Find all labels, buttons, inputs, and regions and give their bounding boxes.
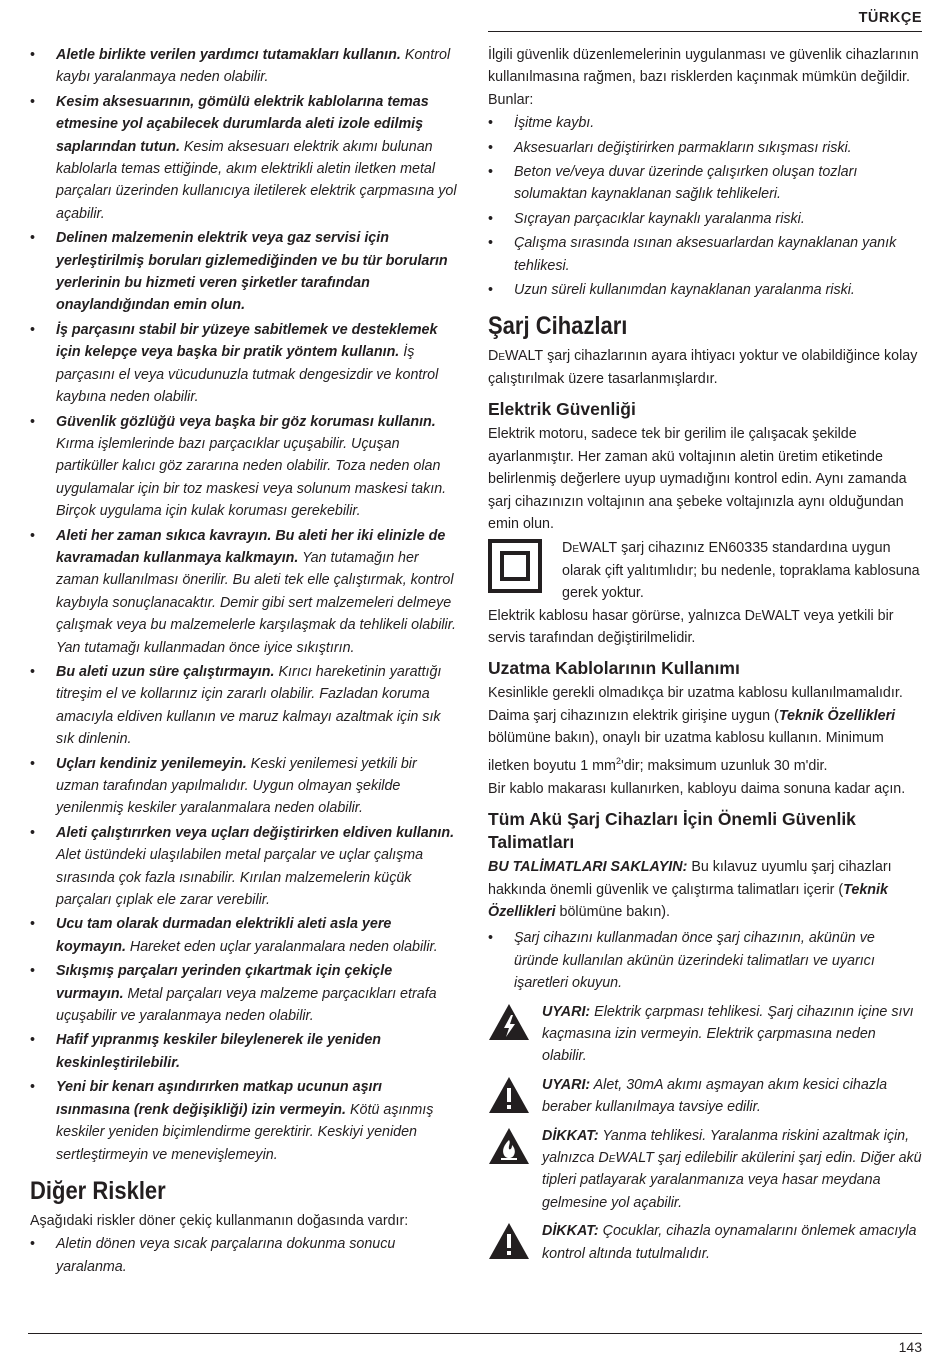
electrical-safety-heading: Elektrik Güvenliği — [488, 399, 636, 420]
bullet-dot: • — [488, 139, 494, 156]
right-column — [488, 44, 923, 1265]
bullet-dot: • — [30, 916, 36, 933]
bullet-dot: • — [488, 210, 494, 227]
list-item-bold: Delinen malzemenin elektrik veya gaz servisi için yerleştirilmiş boruları gizlemediğinden ve bu tür boruların yerlerinin bu hizmeti veren şirketler tarafından onaylandığından emin olun. — [56, 230, 448, 314]
list-item-text: Beton ve/veya duvar üzerinde çalışırken oluşan tozları solumaktan kaynaklanan sağlık tehlikeleri. — [514, 164, 858, 203]
double-insulation-note — [488, 537, 923, 604]
list-item — [488, 208, 923, 230]
brand-rest: eWALT — [498, 348, 544, 365]
bullet-dot: • — [488, 282, 494, 299]
list-item-text: Kırma işlemlerinde bazı parçacıklar uçuşabilir. Uçuşan partiküller kalıcı göz zararına neden olabilir. Toza neden olan uygulamalar için bir toz maskesi veya solunum maskesi takın. Birçok uygulama için kulak koruması gerekebilir. — [56, 435, 447, 520]
list-item — [488, 137, 923, 159]
save-instructions-text: BU TALİMATLARI SAKLAYIN: Bu kılavuz uyumlu şarj cihazları hakkında önemli güvenlik ve çalıştırma talimatları içerir (Teknik Özellikleri bölümüne bakın). — [488, 859, 892, 920]
important-instructions-heading: Tüm Akü Şarj Cihazları İçin Önemli Güvenlik Talimatları — [488, 809, 856, 853]
brand-d: D — [488, 348, 499, 365]
other-risks-intro: Aşağıdaki riskler döner çekiç kullanmanın doğasında vardır: — [30, 1212, 409, 1229]
list-item-bold: Yeni bir kenarı aşındırırken matkap ucunun aşırı ısınmasına (renk değişikliği) izin vermeyin. — [56, 1079, 383, 1118]
other-risks-list — [30, 1233, 458, 1278]
bullet-dot: • — [30, 1032, 36, 1049]
electrical-safety-text: Elektrik motoru, sadece tek bir gerilim ile çalışacak şekilde ayarlanmıştır. Her zaman akü voltajının aletin üretim etiketinde belirlenmiş değerlere uyup uymadığını kontrol edin. Aynı zamanda şarj cihazınızın voltajının ana şebeke voltajınızla aynı olduğundan emin olun. — [488, 426, 907, 532]
warning-electric: UYARI: Elektrik çarpması tehlikesi. Şarj cihazının içine sıvı kaçmasına izin vermeyin. Elektrik çarpmasına neden olabilir. — [488, 1001, 923, 1068]
list-item — [30, 91, 458, 225]
list-item — [30, 227, 458, 317]
bullet-dot: • — [30, 47, 36, 63]
list-item-text: Hareket eden uçlar yaralanmalara neden olabilir. — [125, 938, 438, 955]
page-number: 143 — [898, 1339, 922, 1355]
bullet-dot: • — [30, 963, 36, 980]
bullet-dot: • — [30, 527, 36, 544]
bullet-dot: • — [30, 755, 36, 772]
list-item-text: Kesim aksesuarı elektrik akımı bulunan kablolarla temas ettiğinde, akım elektrikli aletin iletken metal parçaları üzerinden kullanıcıya iletilerek elektrik çarpmasına yol açabilir. — [56, 138, 457, 222]
bullet-dot: • — [30, 93, 36, 110]
bullet-dot: • — [30, 1079, 36, 1096]
bullet-dot: • — [30, 663, 36, 680]
list-item — [30, 661, 458, 751]
list-item-text: Kötü aşınmış keskiler yeniden biçimlendirme gerektirir. Keskiyi yeniden sertleştirmeyin ve menevişlemeyin. — [56, 1101, 434, 1163]
list-item — [30, 1029, 458, 1074]
list-item-bold: Bu aleti uzun süre çalıştırmayın. — [56, 663, 275, 680]
list-item-text: Aksesuarları değiştirirken parmakların sıkışması riski. — [514, 139, 852, 156]
bullet-dot: • — [30, 321, 36, 338]
list-item — [30, 1233, 458, 1278]
left-column — [30, 44, 458, 1280]
list-item — [30, 44, 458, 89]
double-insulation-text: DeWALT şarj cihazınız EN60335 standardına uygun olarak çift yalıtımlıdır; bu nedenle, topraklama kablosuna gerek yoktur. — [562, 540, 920, 602]
safety-bullet-list — [30, 44, 458, 1166]
bullet-dot: • — [488, 164, 494, 181]
bullet-dot: • — [30, 1236, 36, 1253]
list-item — [30, 525, 458, 659]
list-item-bold: Kesim aksesuarının, gömülü elektrik kablolarına temas etmesine yol açabilecek durumlarda aleti izole edilmiş saplarından tutun. — [56, 93, 429, 155]
list-item — [488, 161, 923, 206]
cable-reel-text: Bir kablo makarası kullanırken, kabloyu daima sonuna kadar açın. — [488, 780, 906, 797]
list-item-bold: Aletle birlikte verilen yardımcı tutamakları kullanın. — [56, 47, 401, 63]
chargers-heading: Şarj Cihazları — [488, 312, 628, 341]
list-item-text: Çalışma sırasında ısınan aksesuarlardan kaynaklanan yanık tehlikesi. — [514, 235, 897, 274]
list-item-text: Yan tutamağın her zaman kullanılması önerilir. Bu aleti tek elle çalıştırmak, kontrol kaybıyla sonuçlanacaktır. Demir gibi sert malzemeleri delmeye çalışmak veya bu malzemelerle karşılaşmak da tehlikeli olabilir. Yan tutamağı kullanmadan önce iyice sıkıştırın. — [56, 549, 456, 656]
bullet-dot: • — [488, 115, 494, 132]
list-item — [488, 112, 923, 134]
list-item: • Şarj cihazını kullanmadan önce şarj cihazının, akünün ve üründe kullanılan akünün üzerindeki talimatları ve uyarıcı işaretleri okuyun. — [488, 930, 875, 992]
general-warning-icon — [488, 1222, 530, 1260]
list-item — [30, 1076, 458, 1166]
list-item-text: İş parçasını el veya vücudunuzla tutmak dengesizdir ve kontrol kaybına neden olabilir. — [56, 344, 439, 406]
list-item — [30, 753, 458, 820]
chargers-intro: DeWALT şarj cihazlarının ayara ihtiyacı yoktur ve olabildiğince kolay çalıştırılmak üzere tasarlanmışlardır. — [488, 348, 918, 387]
language-label: TÜRKÇE — [858, 10, 922, 26]
list-item — [30, 913, 458, 958]
general-warning-icon — [488, 1076, 530, 1114]
list-item-text: Metal parçaları veya malzeme parçacıkları etrafa uçuşabilir ve yaralanmaya neden olabilir. — [56, 985, 437, 1025]
extension-cable-heading: Uzatma Kablolarının Kullanımı — [488, 658, 740, 679]
list-item — [488, 232, 923, 277]
list-item-bold: Aleti çalıştırırken veya uçları değiştirirken eldiven kullanın. — [56, 824, 455, 841]
list-item — [30, 960, 458, 1027]
bullet-dot: • — [30, 824, 36, 841]
fire-warning-icon — [488, 1127, 530, 1165]
list-item-text: Sıçrayan parçacıklar kaynaklı yaralanma riski. — [514, 210, 805, 227]
risks-intro: İlgili güvenlik düzenlemelerinin uygulanması ve güvenlik cihazlarının kullanılmasına rağmen, bazı risklerden kaçınmak mümkün değildir. Bunlar: — [488, 47, 919, 108]
list-item-bold: Ucu tam olarak durmadan elektrikli aleti asla yere koymayın. — [56, 916, 392, 955]
bullet-dot: • — [488, 235, 494, 252]
important-list — [488, 927, 923, 994]
risks-list — [488, 112, 923, 301]
header-rule — [488, 31, 922, 32]
footer-rule — [28, 1333, 922, 1334]
bullet-dot: • — [30, 413, 36, 430]
list-item-bold: Güvenlik gözlüğü veya başka bir göz koruması kullanın. — [56, 413, 436, 430]
list-item-bold: İş parçasını stabil bir yüzeye sabitlemek ve desteklemek için kelepçe veya başka bir pratik yöntem kullanın. — [56, 321, 438, 361]
list-item-bold: Uçları kendiniz yenilemeyin. — [56, 755, 247, 772]
warning-children: DİKKAT: Çocuklar, cihazla oynamalarını önlemek amacıyla kontrol altında tutulmalıdır. — [488, 1220, 923, 1265]
list-item-bold: Hafif yıpranmış keskiler bileylenerek ile yeniden keskinleştirilebilir. — [56, 1032, 382, 1071]
double-insulation-icon — [488, 539, 542, 593]
list-item-text: Keski yenilemesi yetkili bir uzman tarafından yapılmalıdır. Uygun olmayan şekilde yenilenmiş keskiler yaralanmalara neden olabilir. — [56, 755, 417, 817]
list-item-text: Uzun süreli kullanımdan kaynaklanan yaralanma riski. — [514, 282, 855, 299]
warning-fire: DİKKAT: Yanma tehlikesi. Yaralanma riskini azaltmak için, yalnızca DeWALT şarj edilebilir akülerini şarj edin. Diğer akü tipleri patlayarak yaralanmanıza veya hasar meydana gelmesine yol açabilir. — [488, 1125, 923, 1215]
list-item-text: Alet üstündeki ulaşılabilen metal parçalar ve uçlar çalışma sırasında çok fazla ısınabilir. Kırılan malzemelerin küçük parçaları çıplak ele zarar verebilir. — [56, 847, 424, 909]
list-item — [30, 411, 458, 523]
cable-replacement-text: Elektrik kablosu hasar görürse, yalnızca DeWALT veya yetkili bir servis tarafından değiştirilmelidir. — [488, 607, 894, 646]
list-item-text: Aletin dönen veya sıcak parçalarına dokunma sonucu yaralanma. — [56, 1236, 396, 1275]
extension-cable-text: Kesinlikle gerekli olmadıkça bir uzatma kablosu kullanılmamalıdır. Daima şarj cihazınızın elektrik girişine uygun (Teknik Özellikleri bölümüne bakın), onaylı bir uzatma kablosu kullanın. Minimum iletken boyutu 1 $mm^2'dir$; maksimum uzunluk 30 m'dir. — [488, 685, 903, 774]
list-item-bold: Aleti her zaman sıkıca kavrayın. Bu aleti her iki elinizle de kavramadan kullanmaya kalkmayın. — [56, 527, 446, 566]
list-item-text: Kırıcı hareketinin yarattığı titreşim el ve kollarınız için zararlı olabilir. Fazladan koruma amacıyla eldiven kullanın ve maruz kalmayı azaltmak için sık sık dinlenin. — [56, 663, 442, 748]
list-item — [30, 319, 458, 409]
warning-rcd: UYARI: Alet, 30mA akımı aşmayan akım kesici cihazla beraber kullanılmaya tavsiye edilir. — [488, 1074, 923, 1119]
list-item-text: Kontrol kaybı yaralanmaya neden olabilir. — [56, 47, 451, 86]
other-risks-heading: Diğer Riskler — [30, 1176, 166, 1205]
list-item-bold: Sıkışmış parçaları yerinden çıkartmak için çekiçle vurmayın. — [56, 963, 393, 1002]
list-item-text: İşitme kaybı. — [514, 115, 595, 132]
electric-shock-warning-icon — [488, 1003, 530, 1041]
list-item — [30, 822, 458, 912]
bullet-dot: • — [30, 230, 36, 247]
list-item — [488, 279, 923, 301]
